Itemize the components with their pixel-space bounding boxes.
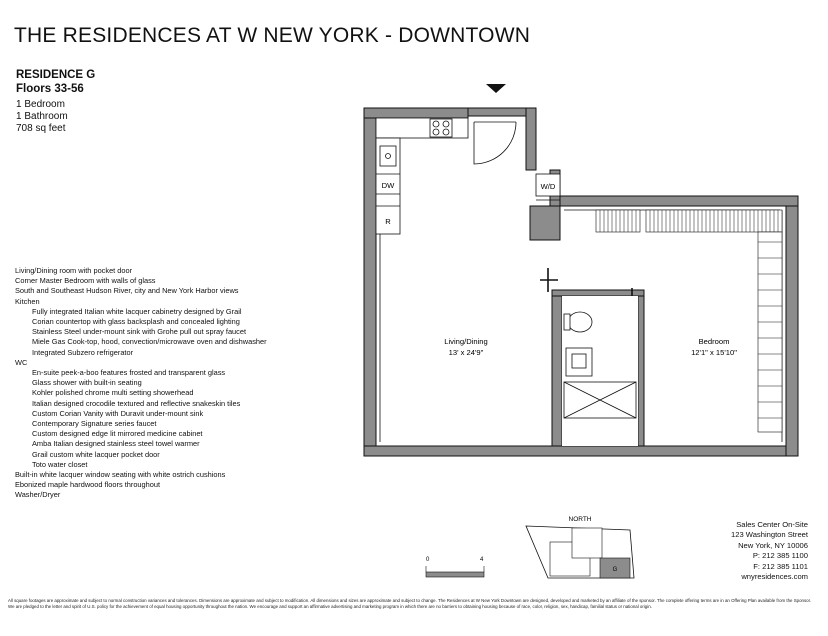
feature-item: Corner Master Bedroom with walls of glass [15, 276, 156, 286]
feature-item: Ebonized maple hardwood floors throughout [15, 480, 161, 490]
sales-fax: F: 212 385 1101 [753, 561, 808, 571]
entry-arrow-icon [486, 84, 506, 93]
feature-item: Kitchen [15, 296, 40, 306]
dishwasher-label: DW [381, 181, 395, 190]
scale-end: 4 [480, 557, 484, 563]
sales-city: New York, NY 10006 [738, 540, 808, 550]
refrigerator-label: R [385, 217, 391, 226]
sales-line-1: Sales Center On-Site [736, 520, 808, 529]
features-list [15, 266, 315, 501]
feature-item: Kohler polished chrome multi setting showerhead [32, 388, 194, 398]
sales-website: wnyresidences.com [741, 572, 808, 582]
scale-bar [424, 552, 490, 582]
feature-item: Fully integrated Italian white lacquer cabinetry designed by Grail [32, 306, 242, 316]
sales-contact [731, 520, 808, 582]
north-label: NORTH [568, 516, 592, 523]
feature-item: Stainless Steel under-mount sink with Grohe pull out spray faucet [32, 327, 247, 337]
cooktop-icon [430, 119, 452, 137]
feature-item: Custom Corian Vanity with Duravit under-mount sink [32, 408, 204, 418]
feature-item: Amba Italian designed stainless steel towel warmer [32, 439, 200, 449]
feature-item: Built-in white lacquer window seating with white ostrich cushions [15, 470, 226, 480]
scale-start: 0 [426, 557, 430, 563]
bedroom-dims: 12'1" x 15'10" [691, 348, 737, 357]
feature-item: Miele Gas Cook-top, hood, convection/microwave oven and dishwasher [32, 337, 267, 347]
feature-item: Custom designed edge lit mirrored medicine cabinet [32, 429, 203, 439]
residence-name: RESIDENCE G [16, 69, 96, 81]
bathroom-count: 1 Bathroom [16, 111, 68, 122]
feature-item: Washer/Dryer [15, 490, 61, 500]
toilet-icon [568, 312, 592, 332]
entry-door [474, 122, 516, 164]
bathroom [562, 296, 638, 446]
bedroom-name: Bedroom [698, 337, 730, 346]
feature-item: WC [15, 357, 28, 367]
legal-disclaimer: All square footages are approximate and subject to normal construction variances and tolerances. Dimensions are approximate and subject to modification. All dimensions and sizes are approximate and subject to change. The Residences at W New York Downtown are designed, developed and marketed by an affiliate of the sponsor. The complete offering terms are in an Offering Plan available from the Sponsor. We are pledged to the letter and spirit of U.S. policy for the achievement of equal housing opportunity throughout the nation. We encourage and support an affirmative advertising and marketing program in which there are no barriers to obtaining housing because of race, color, religion, sex, handicap, familial status or national origin. [8, 598, 812, 610]
feature-item: Toto water closet [32, 459, 88, 469]
sales-phone: P: 212 385 1100 [752, 551, 808, 561]
key-plan [520, 514, 640, 584]
feature-item: Contemporary Signature series faucet [32, 419, 157, 429]
living-room-name: Living/Dining [444, 337, 488, 346]
unit-label: G [612, 567, 618, 573]
square-footage: 708 sq feet [16, 123, 66, 134]
floor-plan [360, 82, 810, 482]
feature-item: Glass shower with built-in seating [32, 378, 142, 388]
feature-item: South and Southeast Hudson River, city and New York Harbor views [15, 286, 239, 296]
sales-address: 123 Washington Street [731, 530, 808, 540]
living-room-dims: 13' x 24'9" [448, 348, 484, 357]
feature-item: Integrated Subzero refrigerator [32, 347, 134, 357]
feature-item: Italian designed crocodile textured and reflective snakeskin tiles [32, 398, 241, 408]
page-title: THE RESIDENCES AT W NEW YORK - DOWNTOWN [14, 24, 531, 48]
bedroom-count: 1 Bedroom [16, 99, 65, 110]
feature-item: Grail custom white lacquer pocket door [32, 449, 160, 459]
washer-dryer-label: W/D [540, 182, 556, 191]
feature-item: Corian countertop with glass backsplash and concealed lighting [32, 317, 240, 327]
feature-item: Living/Dining room with pocket door [15, 266, 133, 275]
residence-floors: Floors 33-56 [16, 83, 84, 95]
feature-item: En-suite peek-a-boo features frosted and transparent glass [32, 368, 226, 378]
